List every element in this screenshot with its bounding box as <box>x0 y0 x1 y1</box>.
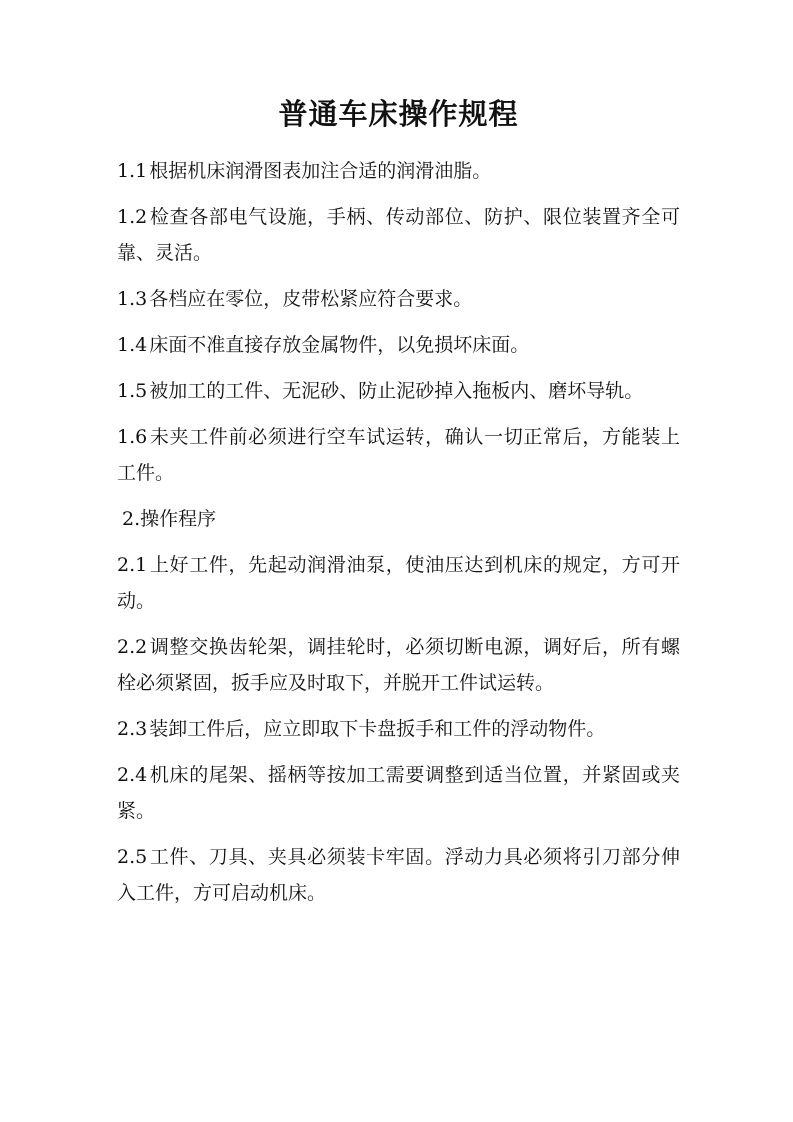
clause-text: 床面不准直接存放金属物件，以免损坏床面。 <box>149 334 530 356</box>
clause-text: 检查各部电气设施，手柄、传动部位、防护、限位装置齐全可靠、灵活。 <box>117 206 680 264</box>
clause-text: 各档应在零位，皮带松紧应符合要求。 <box>149 288 473 310</box>
document-title: 普通车床操作规程 <box>278 97 519 131</box>
paragraph-1-1 <box>117 153 680 189</box>
clause-text: 机床的尾架、摇柄等按加工需要调整到适当位置，并紧固或夹紧。 <box>117 764 680 822</box>
clause-text: 上好工件，先起动润滑油泵，使油压达到机床的规定，方可开动。 <box>117 554 680 612</box>
paragraph-2-4 <box>117 757 680 829</box>
clause-number: 2.5 <box>117 846 148 868</box>
paragraph-1-6 <box>117 419 680 491</box>
clause-number: 1.3 <box>117 288 148 310</box>
paragraph-1-5 <box>117 373 680 409</box>
clause-number: 1.4 <box>117 334 148 356</box>
clause-number: 2.4 <box>117 764 148 786</box>
clause-text: 调整交换齿轮架，调挂轮时，必须切断电源，调好后，所有螺栓必须紧固，扳手应及时取下，并脱开工件试运转。 <box>117 636 680 694</box>
clause-number: 1.6 <box>117 426 148 448</box>
clause-number: 1.5 <box>117 380 148 402</box>
clause-text: 根据机床润滑图表加注合适的润滑油脂。 <box>149 160 492 182</box>
clause-text: 未夹工件前必须进行空车试运转，确认一切正常后，方能装上工件。 <box>117 426 680 484</box>
paragraph-1-3 <box>117 281 680 317</box>
clause-text: 被加工的工件、无泥砂、防止泥砂掉入拖板内、磨坏导轨。 <box>149 380 644 402</box>
section-number: 2. <box>122 508 141 530</box>
clause-number: 2.1 <box>117 554 148 576</box>
paragraph-2-3 <box>117 711 680 747</box>
paragraph-2-1 <box>117 547 680 619</box>
clause-number: 2.3 <box>117 718 148 740</box>
clause-text: 工件、刀具、夹具必须装卡牢固。浮动力具必须将引刀部分伸入工件，方可启动机床。 <box>117 846 680 904</box>
paragraph-2-2 <box>117 629 680 701</box>
section-heading-2 <box>117 501 680 537</box>
paragraph-1-2 <box>117 199 680 271</box>
paragraph-2-5 <box>117 839 680 911</box>
clause-number: 2.2 <box>117 636 148 658</box>
clause-number: 1.1 <box>117 160 148 182</box>
paragraph-1-4 <box>117 327 680 363</box>
clause-text: 装卸工件后，应立即取下卡盘扳手和工件的浮动物件。 <box>149 718 606 740</box>
clause-number: 1.2 <box>117 206 148 228</box>
section-title: 操作程序 <box>140 508 217 530</box>
